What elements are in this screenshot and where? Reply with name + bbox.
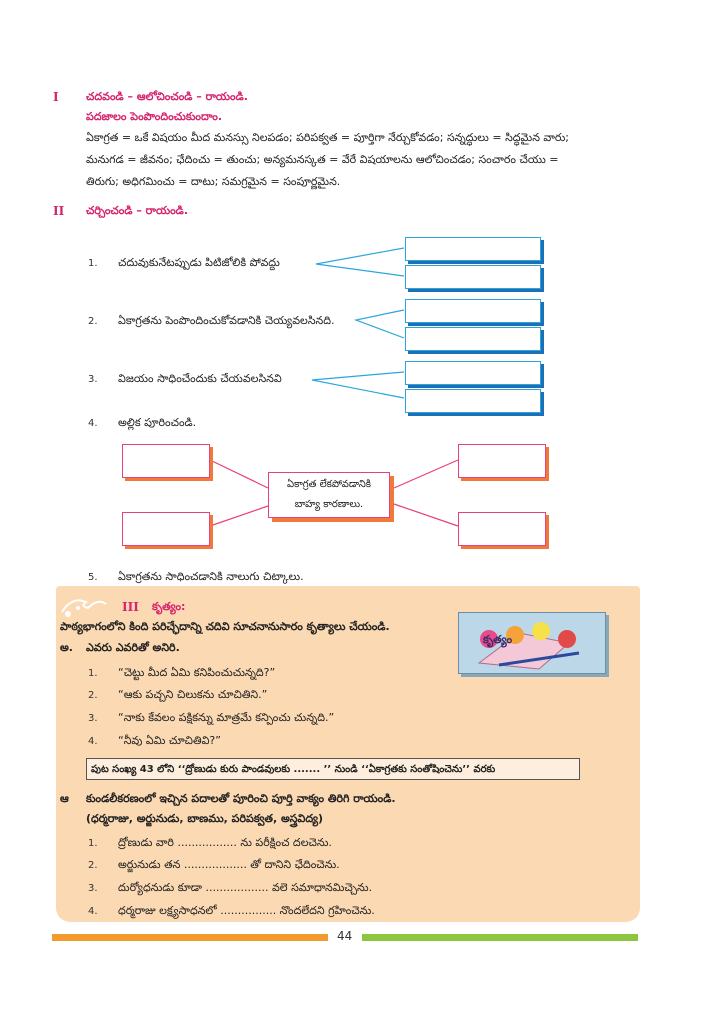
item-number: 1. bbox=[88, 668, 98, 679]
item-number: 4. bbox=[88, 736, 98, 747]
question-text: అల్లిక పూరించండి. bbox=[118, 416, 197, 429]
dialogue-text: “చెట్టు మీద ఏమి కనిపించుచున్నది?” bbox=[118, 666, 276, 679]
item-number: 4. bbox=[88, 906, 98, 917]
item-number: 2. bbox=[88, 690, 98, 701]
dialogue-text: “నాకు కేవలం పక్షికన్ను మాత్రమే కన్పించు చున్నది.” bbox=[118, 711, 335, 724]
web-center-box bbox=[268, 472, 390, 518]
item-number: 4. bbox=[88, 418, 98, 429]
vocab-line: ఏకాగ్రత = ఒకే విషయం మీద మనస్సు నిలపడం; పరిపక్వత = పూర్తిగా నేర్చుకోవడం; సన్నద్ధులు = సిద్ధమైన వారు; bbox=[86, 131, 569, 144]
activity-illustration-icon bbox=[459, 613, 605, 673]
section1-heading: చదవండి – ఆలోచించండి – రాయండి. bbox=[86, 90, 248, 103]
web-answer-box[interactable] bbox=[458, 512, 546, 546]
section3-heading: కృత్యం: bbox=[152, 600, 186, 613]
fill-blank-text: ద్రోణుడు వారి ................. ను పరీక్షించ దలచెను. bbox=[118, 836, 332, 849]
dialogue-text: “నీవు ఏమి చూచితివి?” bbox=[118, 734, 221, 747]
dialogue-text: “ఆకు పచ్చని చిలుకను చూచితిని.” bbox=[118, 688, 268, 701]
section3-numeral: III bbox=[122, 600, 139, 614]
activity-badge-label: కృత్యం bbox=[483, 633, 513, 646]
web-answer-box[interactable] bbox=[458, 444, 546, 478]
activity-badge bbox=[458, 612, 606, 674]
footer-bar-right bbox=[362, 934, 638, 941]
leaf-ornament-icon bbox=[58, 592, 110, 622]
item-number: 1. bbox=[88, 838, 98, 849]
item-number: 3. bbox=[88, 883, 98, 894]
web-center-line: బాహ్య కారణాలు. bbox=[294, 499, 364, 510]
section1-subheading: పదజాలం పెంపొందించుకుందాం. bbox=[86, 110, 223, 123]
fill-blank-text: దుర్యోధనుడు కూడా .................. వలె సమాధానమిచ్చెను. bbox=[118, 881, 373, 894]
vocab-line: తిరుగు; అధిగమించు = దాటు; సమగ్రమైన = సంపూర్ణమైన. bbox=[86, 175, 341, 188]
item-number: 2. bbox=[88, 316, 98, 327]
part-aa-title: కుండలీకరణంలో ఇచ్చిన పదాలతో పూరించి పూర్తి వాక్యం తిరిగి రాయండి. bbox=[86, 792, 396, 805]
footer-bar-left bbox=[52, 934, 328, 941]
web-center-line: ఏకాగ్రత లేకపోవడానికి bbox=[287, 479, 371, 490]
item-number: 5. bbox=[88, 572, 98, 583]
question-text: ఏకాగ్రతను సాధించడానికి నాలుగు చిట్కాలు. bbox=[118, 570, 304, 583]
fill-blank-text: ధర్మరాజు లక్ష్యసాధనలో ................ నొందలేదని గ్రహించెను. bbox=[118, 904, 375, 917]
options-list: (ధర్మరాజు, అర్జునుడు, బాణము, పరిపక్వత, అస్త్రవిద్య) bbox=[86, 812, 324, 825]
question-text: చదువుకునేటప్పుడు పిటిజోలికి పోవద్దు bbox=[118, 256, 280, 269]
question-text: ఏకాగ్రతను పెంపొందించుకోవడానికి చెయ్యవలసినది. bbox=[118, 314, 335, 327]
section2-numeral: II bbox=[53, 204, 65, 218]
item-number: 2. bbox=[88, 860, 98, 871]
web-answer-box[interactable] bbox=[122, 444, 210, 478]
answer-box[interactable] bbox=[405, 327, 541, 351]
vocab-line: మనుగడ = జీవనం; ఛేదించు = తుంచు; అన్యమనస్కత = వేరే విషయాలను ఆలోచించడం; సంచారం చేయు = bbox=[86, 153, 559, 166]
web-answer-box[interactable] bbox=[122, 512, 210, 546]
answer-box[interactable] bbox=[405, 299, 541, 323]
reference-strip: పుట సంఖ్య 43 లోని ‘‘ద్రోణుడు కురు పాండవులకు ....... ’’ నుండి ‘‘ఏకాగ్రతకు సంతోషించెను’’ వరకు bbox=[86, 758, 580, 780]
answer-box[interactable] bbox=[405, 361, 541, 385]
fill-blank-text: అర్జునుడు తన .................. తో దానిని ఛేదించెను. bbox=[118, 858, 340, 871]
activity-instruction: పాఠ్యభాగంలోని కింది పరిచ్ఛేదాన్ని చదివి సూచనానుసారం కృత్యాలు చేయండి. bbox=[60, 620, 390, 633]
question-text: విజయం సాధించేందుకు చేయవలసినవి bbox=[118, 372, 282, 385]
item-number: 3. bbox=[88, 374, 98, 385]
item-number: 1. bbox=[88, 258, 98, 269]
section1-numeral: I bbox=[53, 90, 59, 104]
page-number: 44 bbox=[337, 929, 353, 943]
answer-box[interactable] bbox=[405, 389, 541, 413]
part-a-title: ఎవరు ఎవరితో అనిరి. bbox=[86, 641, 180, 654]
part-aa-label: ఆ bbox=[60, 792, 69, 805]
item-number: 3. bbox=[88, 713, 98, 724]
part-a-label: అ. bbox=[60, 641, 73, 654]
section2-heading: చర్చించండి – రాయండి. bbox=[86, 204, 188, 217]
answer-box[interactable] bbox=[405, 265, 541, 289]
answer-box[interactable] bbox=[405, 237, 541, 261]
